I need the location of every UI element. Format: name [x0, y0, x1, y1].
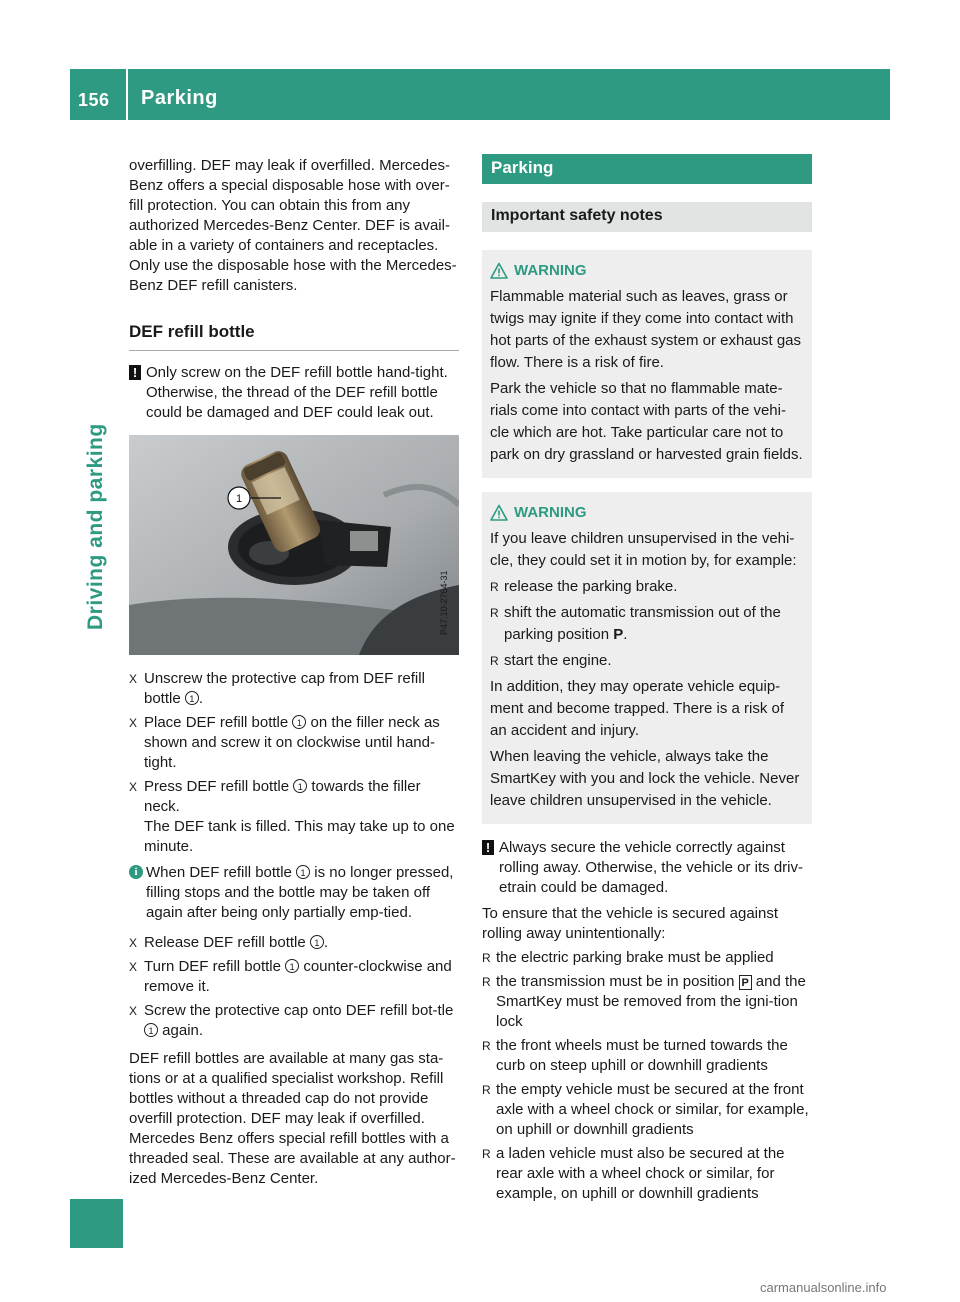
list-item: R the front wheels must be turned towards the curb on steep uphill or downhill gradients [482, 1037, 788, 1074]
bullet-icon: R [482, 975, 491, 989]
callout-1: 1 [292, 715, 306, 729]
ensure-intro: To ensure that the vehicle is secured against rolling away unintentionally: [482, 905, 779, 942]
def-refill-bottle-photo [129, 435, 459, 655]
list-item: R the empty vehicle must be secured at the front axle with a wheel chock or similar, for example, on uphill or downhill gradients [482, 1081, 809, 1138]
warning-text: When leaving the vehicle, always take the SmartKey with you and lock the vehicle. Never leave children unsupervised in the vehicle. [490, 748, 800, 809]
warning-box [482, 492, 812, 824]
warning-text: In addition, they may operate vehicle equip-ment and become trapped. There is a risk of an accident and injury. [490, 678, 785, 739]
step-item: X Release DEF refill bottle 1 . [129, 934, 329, 951]
bullet-icon: R [482, 1083, 491, 1097]
notice-block [482, 838, 812, 898]
step-arrow-icon: X [129, 780, 138, 794]
notice-text: Only screw on the DEF refill bottle hand-tight. Otherwise, the thread of the DEF refill bottle could be damaged and DEF could leak out. [146, 364, 448, 421]
step-item: X Turn DEF refill bottle 1 counter-clockwise and remove it. [129, 958, 452, 995]
exclamation-icon: ! [482, 840, 494, 855]
warning-header [490, 260, 804, 282]
warning-box [482, 250, 812, 478]
image-code: P47.10-2764-31 [439, 570, 449, 635]
step-item: X Unscrew the protective cap from DEF refill bottle 1 . [129, 670, 425, 707]
section-band: Parking [482, 154, 812, 184]
bullet-icon: R [490, 654, 499, 668]
info-icon: i [129, 865, 143, 879]
list-item: R start the engine. [490, 650, 804, 672]
left-column [129, 156, 459, 1189]
step-result: The DEF tank is filled. This may take up to one minute. [144, 818, 455, 855]
warning-text: Park the vehicle so that no flammable mate-rials come into contact with parts of the vehi-cle which are hot. Take particular care not to park on dry grassland or harvested grain fields. [490, 380, 803, 463]
bullet-icon: R [482, 1039, 491, 1053]
warning-label: WARNING [514, 504, 587, 521]
step-arrow-icon: X [129, 1004, 138, 1018]
warning-text: Flammable material such as leaves, grass or twigs may ignite if they come into contact with hot parts of the exhaust system or exhaust gas flow. There is a risk of fire. [490, 288, 802, 371]
warning-header [490, 502, 804, 524]
chapter-label: Driving and parking [84, 423, 107, 631]
callout-1: 1 [296, 865, 310, 879]
exclamation-icon: ! [129, 365, 141, 380]
step-arrow-icon: X [129, 672, 138, 686]
step-arrow-icon: X [129, 936, 138, 950]
notice-text: Always secure the vehicle correctly against rolling away. Otherwise, the vehicle or its driv-etrain could be damaged. [499, 839, 803, 896]
list-item: R shift the automatic transmission out of the parking position P. [490, 604, 781, 643]
callout-1: 1 [293, 779, 307, 793]
warning-triangle-icon [490, 262, 508, 280]
warning-label: WARNING [514, 262, 587, 279]
chapter-tab [70, 1199, 123, 1248]
bullet-icon: R [482, 1147, 491, 1161]
callout-1: 1 [285, 959, 299, 973]
section-heading: DEF refill bottle [129, 304, 459, 351]
warning-triangle-icon [490, 504, 508, 522]
outro-paragraph: DEF refill bottles are available at many gas sta-tions or at a qualified specialist workshop. Refill bottles without a threaded cap do not provide overfill protection. DEF may leak if overfilled. Mercedes Benz offers special refill bottles with a threaded seal. These are available at any author-ized Mercedes-Benz Center. [129, 1050, 456, 1187]
callout-1-label: 1 [235, 493, 243, 505]
notice-block [129, 363, 459, 423]
right-column [482, 154, 812, 1208]
bullet-icon: R [490, 606, 499, 620]
watermark: carmanualsonline.info [760, 1280, 887, 1295]
step-arrow-icon: X [129, 960, 138, 974]
step-item: X Press DEF refill bottle 1 towards the filler neck. The DEF tank is filled. This may take up to one minute. [129, 777, 459, 857]
list-item: R a laden vehicle must also be secured at the rear axle with a wheel chock or similar, for example, on uphill or downhill gradients [482, 1145, 785, 1202]
page-title: Parking [141, 87, 218, 109]
callout-1: 1 [144, 1023, 158, 1037]
header-separator [126, 69, 128, 120]
list-item: R the transmission must be in position P and the SmartKey must be removed from the igni-tion lock [482, 973, 806, 1030]
step-item: X Screw the protective cap onto DEF refill bot-tle 1 again. [129, 1002, 454, 1039]
info-block: i When DEF refill bottle 1 is no longer pressed, filling stops and the bottle may be taken off again after being only partially emp-tied. [129, 863, 459, 923]
list-item: R the electric parking brake must be applied [482, 949, 774, 966]
callout-1: 1 [310, 935, 324, 949]
step-item: X Place DEF refill bottle 1 on the filler neck as shown and screw it on clockwise until hand-tight. [129, 714, 440, 771]
callout-1: 1 [185, 691, 199, 705]
bullet-icon: R [482, 951, 491, 965]
gear-p-key: P [739, 975, 752, 990]
warning-text: If you leave children unsupervised in the vehi-cle, they could set it in motion by, for example: [490, 530, 797, 569]
step-arrow-icon: X [129, 716, 138, 730]
bullet-icon: R [490, 580, 499, 594]
subsection-band: Important safety notes [482, 202, 812, 232]
intro-paragraph: overfilling. DEF may leak if overfilled. Mercedes-Benz offers a special disposable hose with over-fill protection. You can obtain this from any authorized Mercedes-Benz Center. DEF is avail-able in a variety of containers and receptacles. Only use the disposable hose with the Mercedes-Benz DEF refill canisters. [129, 157, 457, 294]
page-number: 156 [78, 90, 110, 110]
list-item: R release the parking brake. [490, 576, 804, 598]
